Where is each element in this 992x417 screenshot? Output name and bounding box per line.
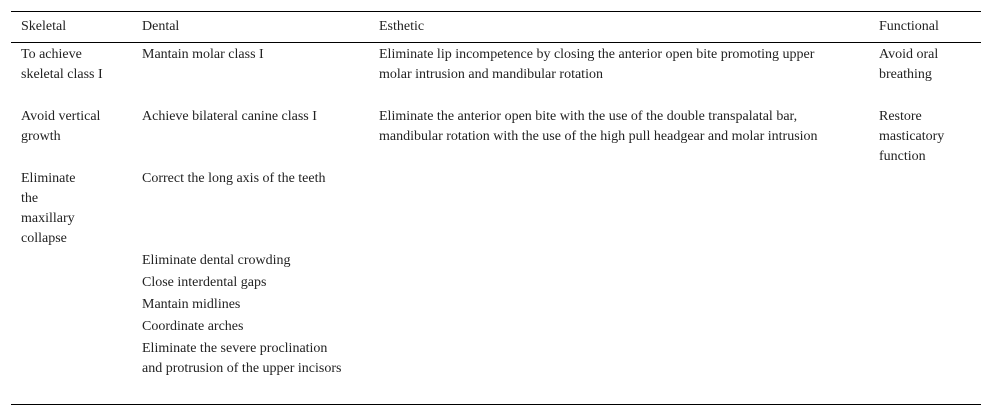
dental-cell: Achieve bilateral canine class I bbox=[142, 109, 317, 124]
header-skeletal: Skeletal bbox=[21, 19, 67, 34]
dental-cell: Close interdental gaps bbox=[142, 275, 267, 290]
header-dental: Dental bbox=[142, 19, 180, 34]
skeletal-cell: To achieve skeletal class I bbox=[21, 47, 103, 82]
dental-cell: Coordinate arches bbox=[142, 319, 244, 334]
table-top-rule bbox=[11, 11, 981, 12]
skeletal-cell: Avoid vertical growth bbox=[21, 109, 101, 144]
functional-cell: Restore masticatory function bbox=[879, 109, 945, 164]
header-functional: Functional bbox=[879, 19, 939, 34]
dental-cell: Mantain molar class I bbox=[142, 47, 264, 62]
treatment-objectives-table bbox=[11, 11, 981, 407]
esthetic-cell: Eliminate the anterior open bite with the use of the double transpalatal bar, mandibular rotation with the use of the high pull headgear and molar intrusion bbox=[379, 109, 818, 144]
dental-cell: Eliminate dental crowding bbox=[142, 253, 291, 268]
header-rule bbox=[11, 42, 981, 43]
dental-cell: Eliminate the severe proclination and protrusion of the upper incisors bbox=[142, 341, 342, 376]
table-bottom-rule bbox=[11, 404, 981, 405]
dental-cell: Correct the long axis of the teeth bbox=[142, 171, 326, 186]
dental-cell: Mantain midlines bbox=[142, 297, 241, 312]
functional-cell: Avoid oral breathing bbox=[879, 47, 939, 82]
header-esthetic: Esthetic bbox=[379, 19, 425, 34]
skeletal-cell: Eliminate the maxillary collapse bbox=[21, 171, 76, 246]
esthetic-cell: Eliminate lip incompetence by closing the anterior open bite promoting upper molar intrusion and mandibular rotation bbox=[379, 47, 815, 82]
